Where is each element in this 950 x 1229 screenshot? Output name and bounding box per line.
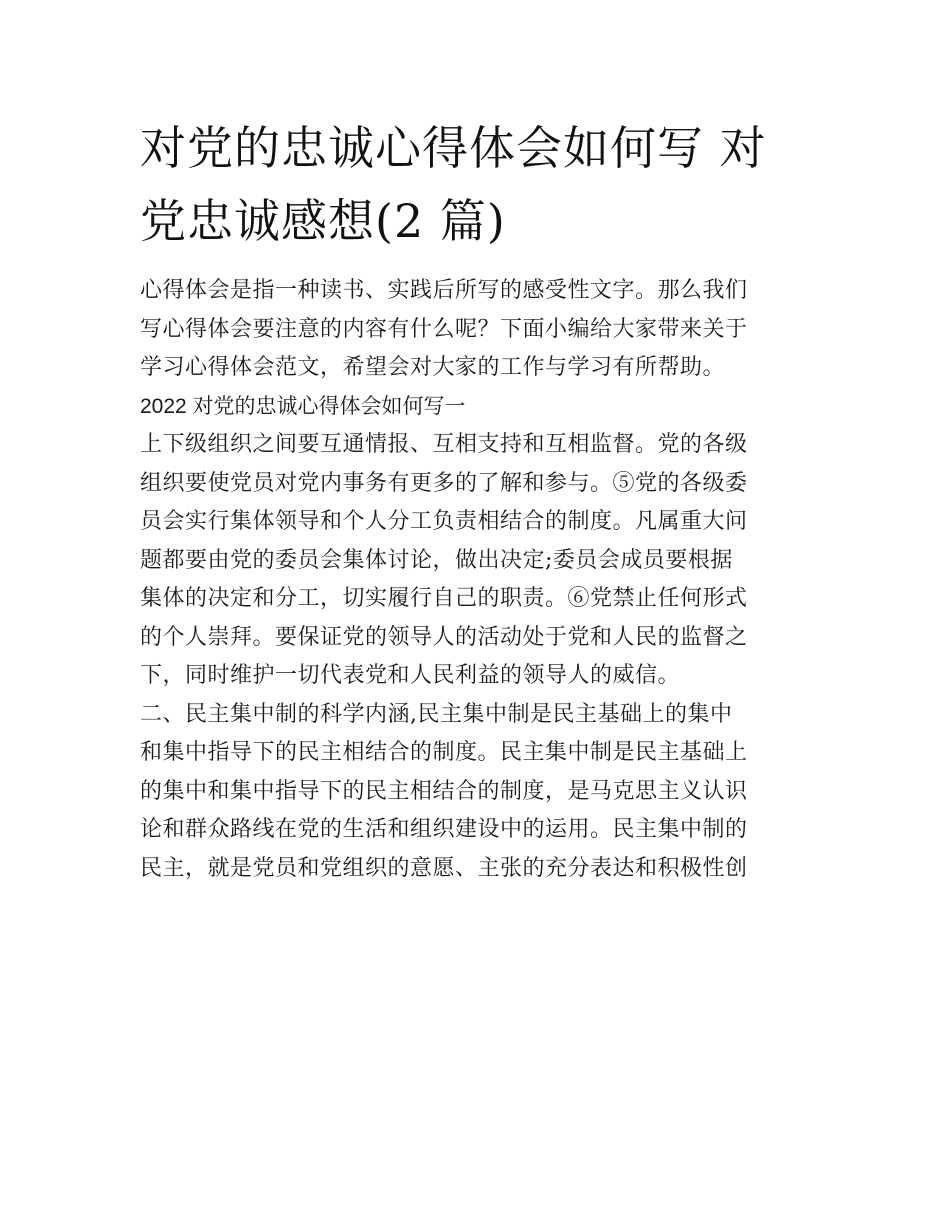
document-title — [140, 112, 815, 258]
body-line: 的个人崇拜。要保证党的领导人的活动处于党和人民的监督之 — [140, 624, 748, 650]
body-line: 员会实行集体领导和个人分工负责相结合的制度。凡属重大问 — [140, 509, 748, 534]
body-line: 集体的决定和分工，切实履行自己的职责。⑥党禁止任何形式 — [140, 586, 748, 611]
title-line-1: 对党的忠诚心得体会如何写 对 — [140, 121, 767, 175]
body-paragraph — [140, 426, 815, 888]
section-heading — [140, 388, 815, 427]
body-line: 题都要由党的委员会集体讨论，做出决定;委员会成员要根据 — [140, 547, 733, 573]
section-heading-text: 2022 对党的忠诚心得体会如何写一 — [140, 394, 466, 418]
intro-line: 学习心得体会范文，希望会对大家的工作与学习有所帮助。 — [140, 355, 726, 380]
intro-paragraph — [140, 272, 815, 388]
body-line: 和集中指导下的民主相结合的制度。民主集中制是民主基础上 — [140, 740, 748, 765]
body-line: 的集中和集中指导下的民主相结合的制度，是马克思主义认识 — [140, 778, 748, 804]
body-line: 二、民主集中制的科学内涵,民主集中制是民主基础上的集中 — [140, 701, 733, 727]
body-line: 民主，就是党员和党组织的意愿、主张的充分表达和积极性创 — [140, 855, 748, 881]
intro-line: 心得体会是指一种读书、实践后所写的感受性文字。那么我们 — [140, 278, 748, 303]
document-page — [140, 112, 815, 888]
title-line-2: 党忠诚感想(2 篇) — [140, 194, 506, 248]
body-line: 组织要使党员对党内事务有更多的了解和参与。⑤党的各级委 — [140, 470, 748, 496]
body-line: 下，同时维护一切代表党和人民利益的领导人的威信。 — [140, 663, 681, 688]
body-line: 上下级组织之间要互通情报、互相支持和互相监督。党的各级 — [140, 432, 748, 457]
body-line: 论和群众路线在党的生活和组织建设中的运用。民主集中制的 — [140, 817, 748, 842]
intro-line: 写心得体会要注意的内容有什么呢？下面小编给大家带来关于 — [140, 316, 748, 342]
